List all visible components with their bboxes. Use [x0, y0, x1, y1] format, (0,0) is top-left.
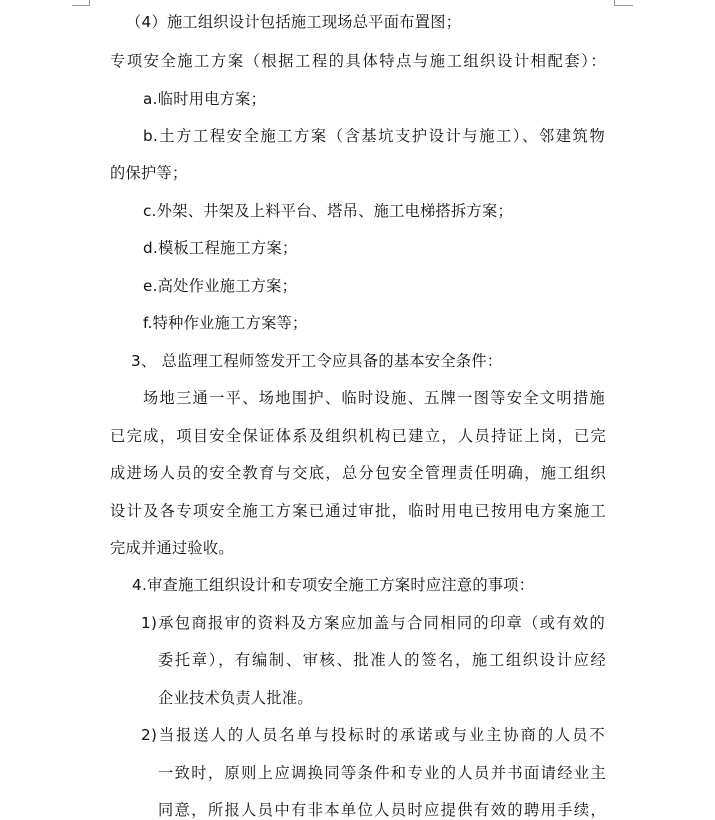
text-line-item-e: e.高处作业施工方案； — [143, 277, 298, 295]
text-line-construction-layout: （4）施工组织设计包括施工现场总平面布置图； — [126, 13, 462, 31]
page-corner-mark-right-h — [615, 5, 633, 6]
text-line-item-2-cont-1: 一致时，原则上应调换同等条件和专业的人员并书面请经业主 — [158, 764, 606, 782]
text-line-item-f: f.特种作业施工方案等； — [143, 314, 308, 332]
text-line-section-3-p1: 场地三通一平、场地围护、临时设施、五牌一图等安全文明措施 — [143, 389, 605, 407]
text-line-item-1: 1)承包商报审的资料及方案应加盖与合同相同的印章（或有效的 — [141, 614, 605, 632]
text-line-section-3-p4: 设计及各专项安全施工方案已通过审批，临时用电已按用电方案施工 — [110, 502, 606, 520]
text-line-item-1-cont-1: 委托章），有编制、审核、批准人的签名，施工组织设计应经 — [158, 651, 606, 669]
text-line-item-2-cont-2: 同意，所报人员中有非本单位人员时应提供有效的聘用手续， — [158, 801, 606, 819]
text-line-item-b: b.土方工程安全施工方案（含基坑支护设计与施工）、邻建筑物 — [143, 127, 605, 145]
text-line-item-2: 2)当报送人的人员名单与投标时的承诺或与业主协商的人员不 — [141, 726, 605, 744]
page-corner-mark-left-h — [72, 5, 90, 6]
text-line-special-plan-heading: 专项安全施工方案（根据工程的具体特点与施工组织设计相配套）： — [110, 52, 606, 70]
text-line-section-3-p5: 完成并通过验收。 — [110, 539, 234, 557]
text-line-section-3-p3: 成进场人员的安全教育与交底，总分包安全管理责任明确，施工组织 — [110, 464, 606, 482]
text-line-item-a: a.临时用电方案； — [143, 90, 267, 108]
text-line-item-d: d.模板工程施工方案； — [143, 239, 298, 257]
text-line-section-4: 4.审查施工组织设计和专项安全施工方案时应注意的事项： — [132, 576, 535, 594]
text-line-section-3: 3、 总监理工程师签发开工令应具备的基本安全条件： — [131, 352, 503, 370]
text-line-item-1-cont-2: 企业技术负责人批准。 — [158, 689, 313, 707]
text-line-item-c: c.外架、井架及上料平台、塔吊、施工电梯搭拆方案； — [143, 202, 513, 220]
text-line-section-3-p2: 已完成，项目安全保证体系及组织机构已建立，人员持证上岗，已完 — [110, 427, 606, 445]
text-line-item-b-cont: 的保护等； — [110, 164, 188, 182]
